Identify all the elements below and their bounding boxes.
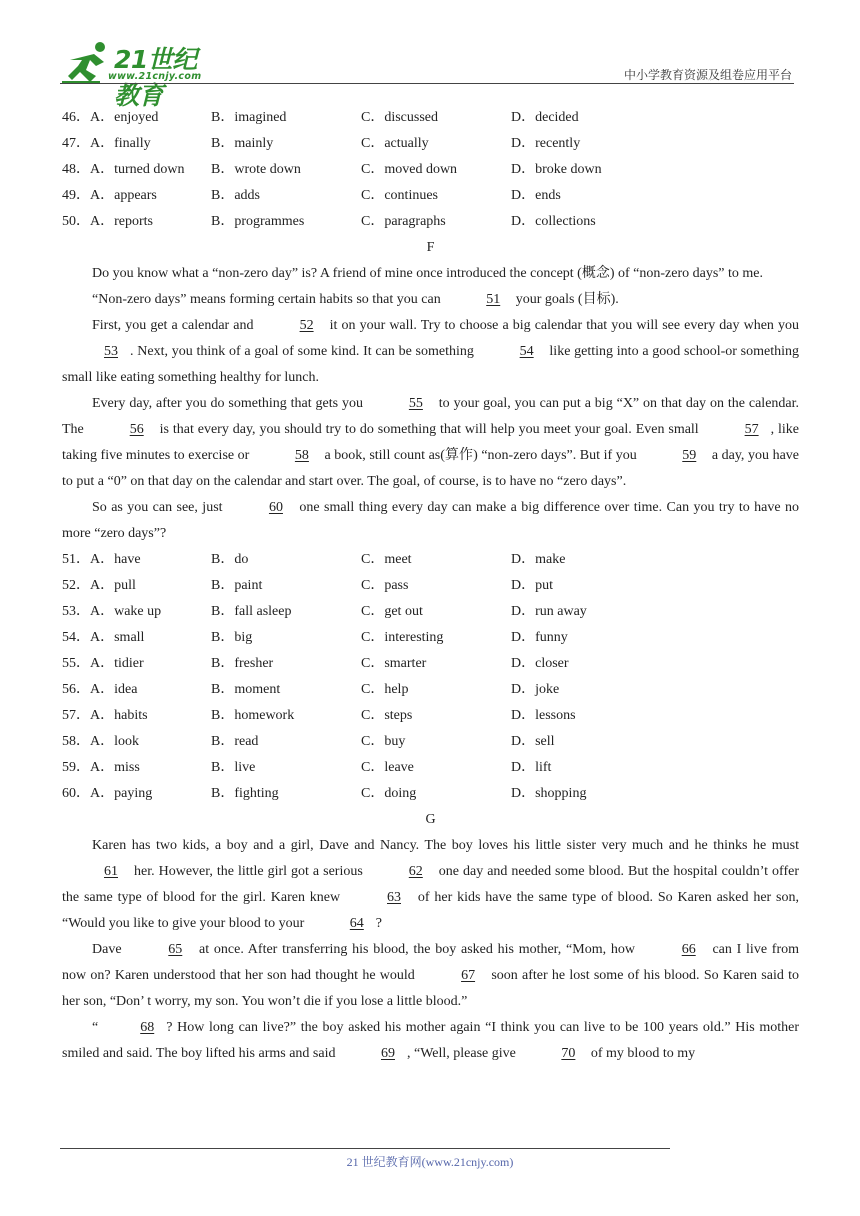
question-number: 49． [62,188,90,203]
option-a [62,573,136,599]
blank-51: 51 [486,292,501,307]
document-body [62,105,799,1067]
blank-58: 58 [294,448,309,463]
options-block-46-50 [62,105,799,235]
text: Every day, after you do something that gets you [92,396,367,411]
paragraph-f1 [62,261,799,287]
text: “Non-zero days” means forming certain habits so that you can [92,292,445,307]
page-header [60,36,794,110]
text: one small thing every day can make a big difference over time. Can you try to have no more “zero days”? [62,500,799,541]
option-text: A．idea [90,682,138,697]
option-text: A．turned down [90,162,185,177]
blank-68: 68 [140,1020,155,1035]
option-c: C．discussed [361,110,438,125]
text: one day and needed some blood. But the hospital couldn’t offer the same type of blood for the girl. Karen knew [62,864,799,905]
option-d: D．sell [511,734,555,749]
text: ? How long can live?” the boy asked his mother again “I think you can live to be 100 years old.” His mother smiled and said. The boy lifted his arms and said [62,1020,799,1061]
question-number: 54． [62,630,90,645]
text: . Next, you think of a goal of some kind. It can be something [130,344,478,359]
question-number: 47． [62,136,90,151]
question-number: 52． [62,578,90,593]
option-d: D．put [511,578,553,593]
option-text: A．tidier [90,656,144,671]
text: Karen has two kids, a boy and a girl, Dave and Nancy. The boy loves his little sister very much and he thinks he must [92,838,799,853]
option-d: D．decided [511,110,579,125]
question-options-row [62,157,799,183]
option-b: B．mainly [211,136,274,151]
text: of my blood to my [587,1046,696,1061]
blank-66: 66 [681,942,696,957]
text: , like taking five minutes to exercise or [62,422,800,463]
option-d: D．lessons [511,708,576,723]
question-options-row [62,209,799,235]
option-text: A．finally [90,136,151,151]
question-options-row [62,677,799,703]
option-c: C．paragraphs [361,214,446,229]
option-d: D．make [511,552,566,567]
option-text: A．have [90,552,141,567]
option-c: C．meet [361,552,412,567]
question-number: 55． [62,656,90,671]
option-b: B．big [211,630,253,645]
blank-57: 57 [744,422,759,437]
option-d: D．joke [511,682,560,697]
blank-63: 63 [387,890,401,905]
text: like getting into a good school-or something small like eating something healthy for lunch. [62,344,800,385]
paragraph-f4 [62,391,799,495]
question-options-row [62,729,799,755]
paragraph-g3 [62,1015,799,1067]
question-options-row [62,573,799,599]
question-options-row [62,131,799,157]
option-b: B．wrote down [211,162,301,177]
option-a [62,729,139,755]
option-a [62,625,144,651]
option-d: D．ends [511,188,561,203]
option-text: A．appears [90,188,157,203]
text: , “Well, please give [406,1046,520,1061]
paragraph-g1 [62,833,799,937]
option-a [62,755,140,781]
text: at once. After transferring his blood, the boy asked his mother, “Mom, how [194,942,640,957]
option-a [62,677,137,703]
blank-64: 64 [349,916,364,931]
option-b: B．read [211,734,259,749]
option-text: A．reports [90,214,153,229]
option-b: B．fresher [211,656,274,671]
text: of her kids have the same type of blood. So Karen asked her son, “Would you like to give your blood to your [62,890,800,931]
option-b: B．do [211,552,249,567]
section-heading-g: G [425,812,436,827]
paragraph-g2 [62,937,799,1015]
text: her. However, the little girl got a serious [130,864,367,879]
paragraph-f2 [62,287,799,313]
question-number: 46． [62,110,90,125]
option-text: A．look [90,734,139,749]
text: a book, still count as(算作) “non-zero days”. But if you [320,448,641,463]
option-a [62,547,141,573]
blank-69: 69 [380,1046,395,1061]
option-b: B．fall asleep [211,604,292,619]
header-platform-text: 中小学教育资源及组卷应用平台 [623,68,792,82]
blank-61: 61 [104,864,118,879]
option-b: B．programmes [211,214,305,229]
blank-70: 70 [561,1046,576,1061]
blank-56: 56 [129,422,144,437]
option-b: B．imagined [211,110,287,125]
blank-59: 59 [682,448,697,463]
option-c: C．leave [361,760,414,775]
option-c: C．smarter [361,656,427,671]
blank-67: 67 [461,968,476,983]
question-number: 56． [62,682,90,697]
text: a day, you have to put a “0” on that day on the calendar and start over. The goal, of course, is to have no “zero days”. [62,448,799,489]
text: to your goal, you can put a big “X” on that day on the calendar. The [62,396,800,437]
text: Do you know what a “non-zero day” is? A friend of mine once introduced the concept (概念) of “non-zero days” to me. [92,266,763,281]
text: soon after he lost some of his blood. So Karen said to her son, “Don’ t worry, my son. You won’t die if you lose a little blood.” [62,968,800,1009]
option-a [62,781,152,807]
question-options-row [62,625,799,651]
option-d: D．lift [511,760,552,775]
paragraph-f3 [62,313,799,391]
text: Dave [92,942,127,957]
option-d: D．run away [511,604,587,619]
option-c: C．steps [361,708,413,723]
option-text: A．habits [90,708,148,723]
option-a [62,131,151,157]
option-d: D．shopping [511,786,587,801]
option-b: B．homework [211,708,295,723]
option-d: D．recently [511,136,581,151]
paragraph-f5 [62,495,799,547]
question-number: 51． [62,552,90,567]
option-c: C．buy [361,734,406,749]
blank-54: 54 [519,344,534,359]
option-a [62,157,185,183]
section-heading-f: F [426,240,435,255]
blank-55: 55 [408,396,423,411]
option-a [62,599,161,625]
option-c: C．actually [361,136,429,151]
blank-60: 60 [268,500,283,515]
option-d: D．funny [511,630,568,645]
question-number: 48． [62,162,90,177]
option-a [62,183,157,209]
options-block-51-60 [62,547,799,807]
text: First, you get a calendar and [92,318,258,333]
option-d: D．collections [511,214,596,229]
option-text: A．wake up [90,604,162,619]
option-text: A．miss [90,760,140,775]
question-options-row [62,183,799,209]
question-options-row [62,651,799,677]
text: “ [92,1020,99,1035]
question-options-row [62,599,799,625]
option-a [62,209,153,235]
option-a [62,651,144,677]
option-c: C．doing [361,786,417,801]
option-b: B．moment [211,682,281,697]
blank-52: 52 [299,318,314,333]
question-options-row [62,547,799,573]
option-b: B．adds [211,188,260,203]
question-number: 53． [62,604,90,619]
text: your goals (目标). [512,292,619,307]
option-text: A．enjoyed [90,110,159,125]
question-options-row [62,105,799,131]
logo [60,40,220,110]
question-number: 60． [62,786,90,801]
option-text: A．paying [90,786,153,801]
option-c: C．pass [361,578,409,593]
question-options-row [62,781,799,807]
question-number: 57． [62,708,90,723]
option-d: D．broke down [511,162,602,177]
question-number: 50． [62,214,90,229]
question-number: 59． [62,760,90,775]
option-text: A．small [90,630,145,645]
text: it on your wall. Try to choose a big calendar that you will see every day when you [325,318,799,333]
option-d: D．closer [511,656,569,671]
option-c: C．continues [361,188,438,203]
blank-53: 53 [104,344,118,359]
text: is that every day, you should try to do something that will help you meet your goal. Even small [155,422,703,437]
footer-divider [60,1148,670,1149]
option-c: C．interesting [361,630,444,645]
option-c: C．get out [361,604,423,619]
question-options-row [62,703,799,729]
option-c: C．help [361,682,409,697]
option-b: B．paint [211,578,263,593]
header-divider [60,83,794,84]
option-a [62,703,148,729]
option-b: B．live [211,760,256,775]
text: can I live from now on? Karen understood that her son had thought he would [62,942,799,983]
text: ? [375,916,383,931]
question-options-row [62,755,799,781]
page-footer: 21 世纪教育网(www.21cnjy.com) [346,1155,514,1169]
logo-text: 21世纪教育 [114,45,197,110]
option-a [62,105,158,131]
option-text: A．pull [90,578,136,593]
option-c: C．moved down [361,162,458,177]
option-b: B．fighting [211,786,279,801]
text: So as you can see, just [92,500,227,515]
question-number: 58． [62,734,90,749]
blank-62: 62 [408,864,423,879]
logo-url: www.21cnjy.com [108,71,202,82]
blank-65: 65 [168,942,183,957]
